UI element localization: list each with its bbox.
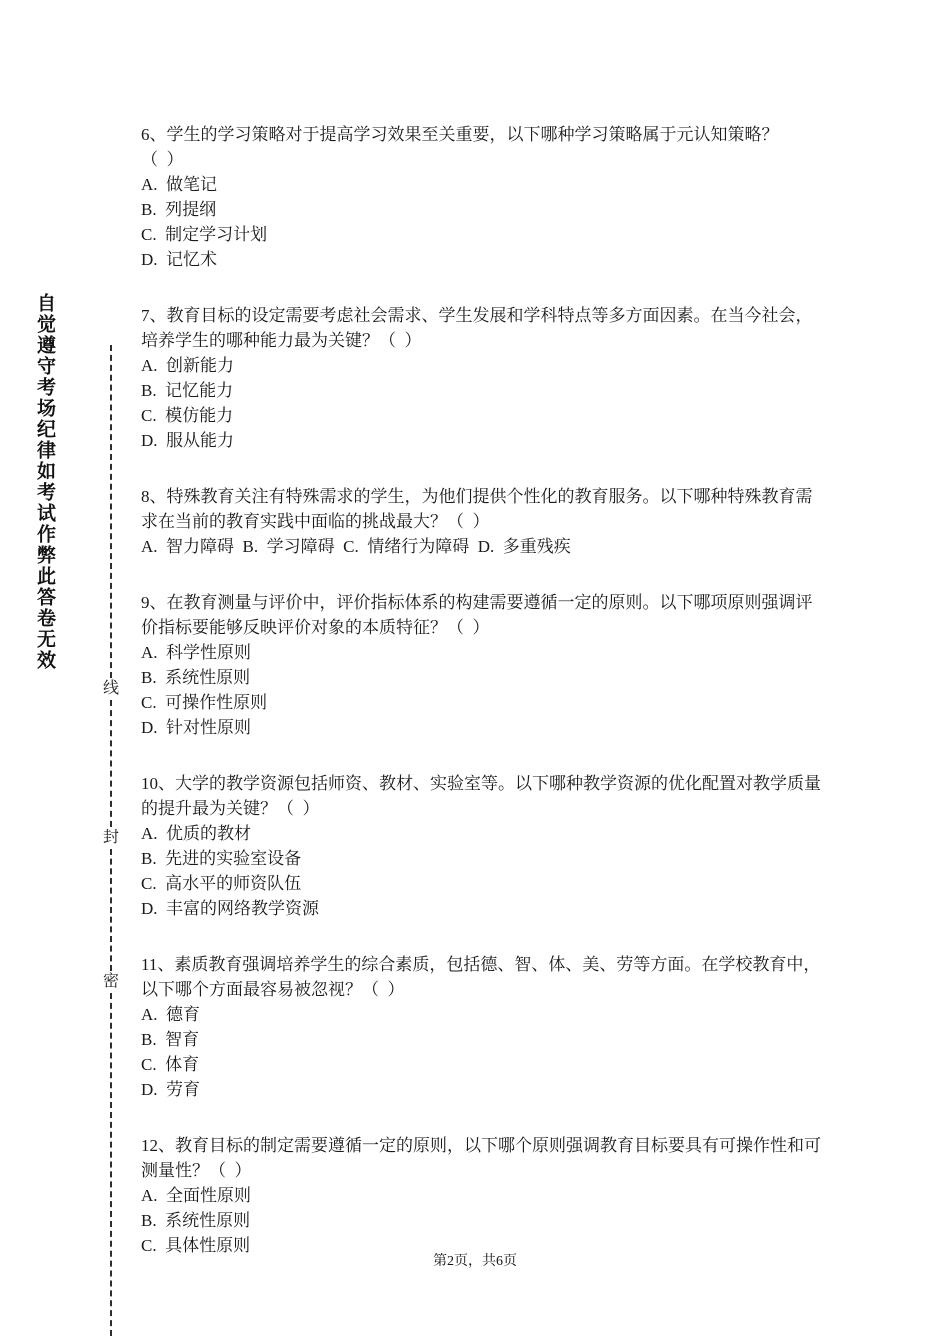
question-stem: 10、大学的教学资源包括师资、教材、实验室等。以下哪种教学资源的优化配置对教学质量的提升最为关键？（ ） — [141, 774, 821, 818]
option-a: A. 创新能力 — [141, 356, 235, 375]
seal-char-xian: 线 — [102, 680, 119, 697]
option-c: C. 制定学习计划 — [141, 225, 268, 244]
seal-dash-segment — [110, 849, 112, 971]
page-number: 第2页，共6页 — [433, 1254, 517, 1269]
option-b: B. 列提纲 — [141, 200, 217, 219]
exam-discipline-warning: 自觉遵守考场纪律如考试作弊此答卷无效 — [34, 293, 55, 671]
question-8 — [141, 484, 825, 559]
option-c: C. 高水平的师资队伍 — [141, 874, 302, 893]
question-stem: 6、学生的学习策略对于提高学习效果至关重要，以下哪种学习策略属于元认知策略？ — [141, 125, 779, 144]
option-d: D. 针对性原则 — [141, 718, 252, 737]
seal-dash-segment — [110, 345, 112, 678]
question-stem: 9、在教育测量与评价中，评价指标体系的构建需要遵循一定的原则。以下哪项原则强调评价指标要能够反映评价对象的本质特征？（ ） — [141, 593, 813, 637]
option-a: A. 优质的教材 — [141, 824, 252, 843]
option-d: D. 服从能力 — [141, 431, 235, 450]
question-10 — [141, 771, 825, 921]
seal-dash-segment — [110, 700, 112, 827]
option-c: C. 可操作性原则 — [141, 693, 268, 712]
option-c: C. 模仿能力 — [141, 406, 234, 425]
option-c: C. 体育 — [141, 1055, 200, 1074]
option-b: B. 系统性原则 — [141, 668, 251, 687]
answer-blank: （ ） — [141, 150, 184, 169]
option-a: A. 全面性原则 — [141, 1186, 252, 1205]
question-stem: 12、教育目标的制定需要遵循一定的原则，以下哪个原则强调教育目标要具有可操作性和可测量性？（ ） — [141, 1136, 821, 1180]
question-stem: 7、教育目标的设定需要考虑社会需求、学生发展和学科特点等多方面因素。在当今社会，培养学生的哪种能力最为关键？（ ） — [141, 306, 813, 350]
option-d: D. 记忆术 — [141, 250, 218, 269]
question-stem: 8、特殊教育关注有特殊需求的学生，为他们提供个性化的教育服务。以下哪种特殊教育需求在当前的教育实践中面临的挑战最大？（ ） — [141, 487, 813, 531]
question-11 — [141, 952, 825, 1102]
seal-line — [101, 345, 121, 1336]
question-7 — [141, 303, 825, 453]
question-12 — [141, 1133, 825, 1258]
option-a: A. 做笔记 — [141, 175, 218, 194]
seal-char-feng: 封 — [102, 829, 119, 846]
option-a: A. 德育 — [141, 1005, 201, 1024]
option-b: B. 智育 — [141, 1030, 200, 1049]
option-d: D. 丰富的网络教学资源 — [141, 899, 320, 918]
option-d: D. 劳育 — [141, 1080, 201, 1099]
option-a: A. 科学性原则 — [141, 643, 252, 662]
seal-dash-segment — [110, 993, 112, 1336]
seal-char-mi: 密 — [102, 973, 119, 990]
options-inline: A. 智力障碍 B. 学习障碍 C. 情绪行为障碍 D. 多重残疾 — [141, 537, 571, 556]
option-b: B. 先进的实验室设备 — [141, 849, 302, 868]
option-b: B. 记忆能力 — [141, 381, 234, 400]
option-c: C. 具体性原则 — [141, 1236, 251, 1255]
question-6 — [141, 122, 825, 272]
question-9 — [141, 590, 825, 740]
question-stem: 11、素质教育强调培养学生的综合素质，包括德、智、体、美、劳等方面。在学校教育中，以下哪个方面最容易被忽视？（ ） — [141, 955, 821, 999]
option-b: B. 系统性原则 — [141, 1211, 251, 1230]
exam-page-content — [141, 122, 825, 1289]
